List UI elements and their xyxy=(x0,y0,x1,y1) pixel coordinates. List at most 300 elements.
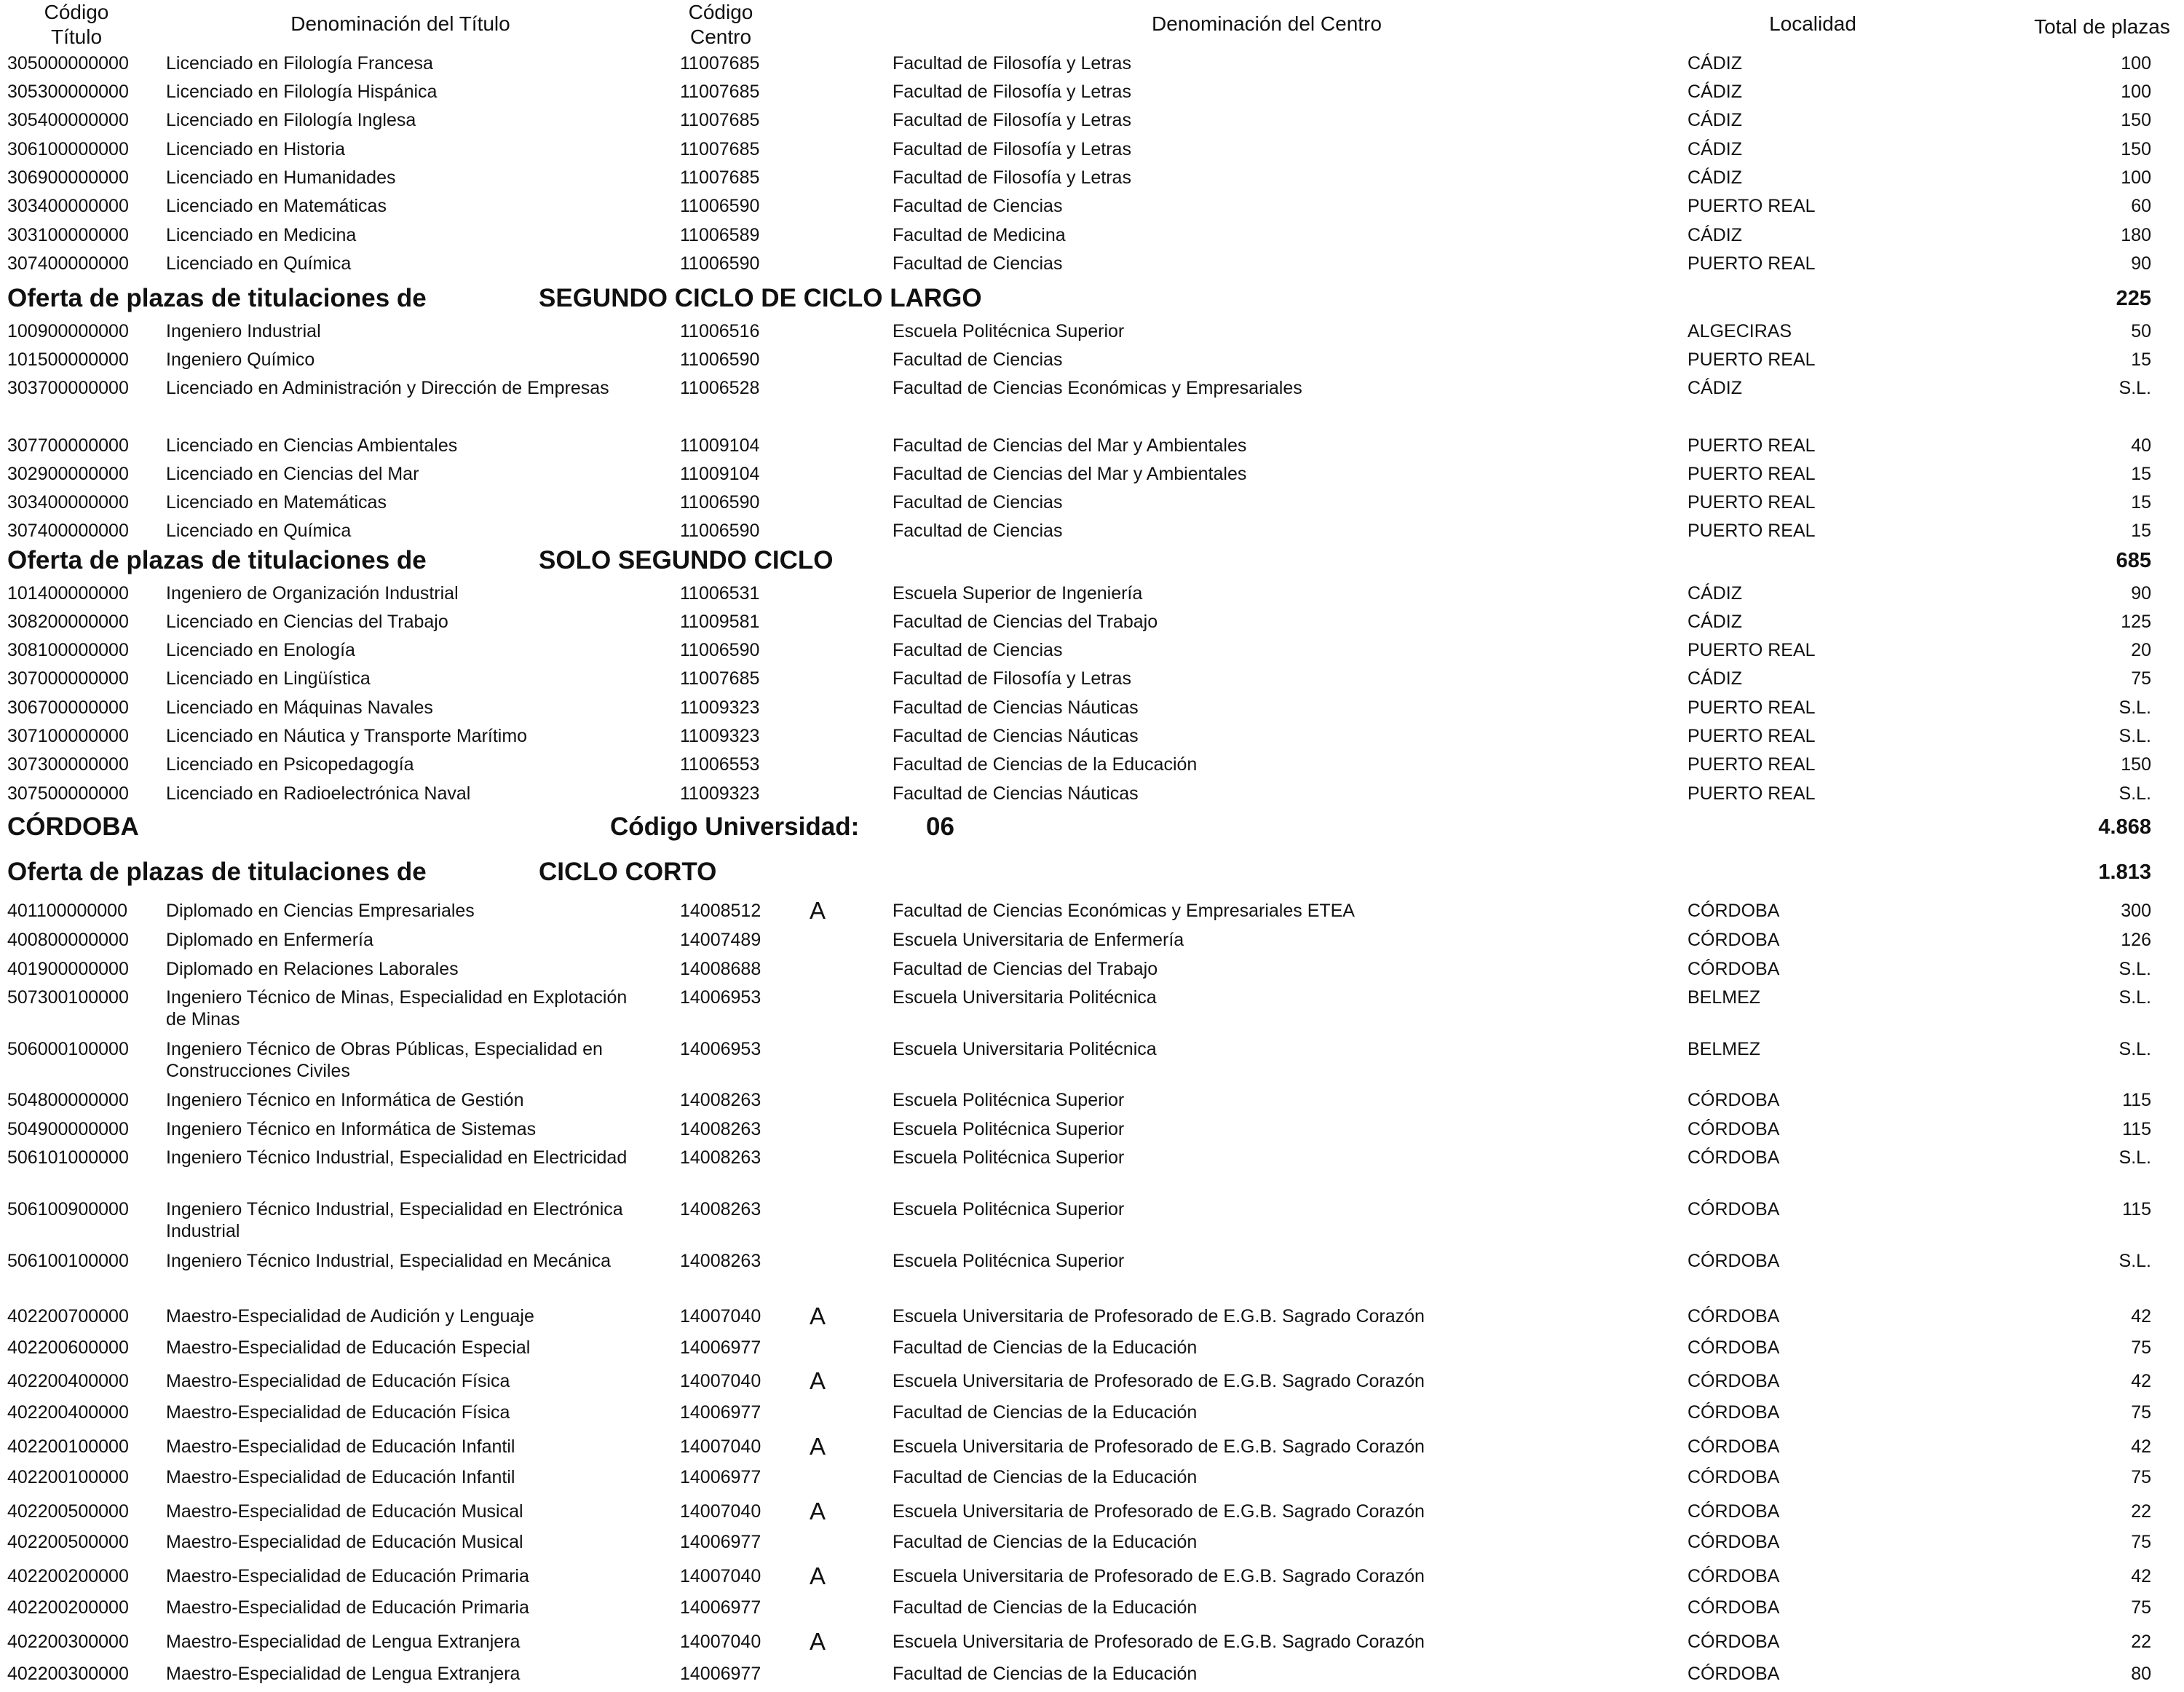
cell-denominacion-titulo: Diplomado en Ciencias Empresariales xyxy=(166,901,475,921)
cell-denominacion-centro: Facultad de Ciencias de la Educación xyxy=(893,1402,1198,1423)
cell-codigo-titulo: 306700000000 xyxy=(7,697,129,718)
cell-denominacion-centro: Facultad de Ciencias del Mar y Ambientales xyxy=(893,435,1247,456)
section-prefix: Oferta de plazas de titulaciones de xyxy=(7,284,427,312)
cell-denominacion-titulo: Licenciado en Historia xyxy=(166,139,345,159)
table-row xyxy=(0,349,2184,378)
cell-total-plazas: 80 xyxy=(2131,1664,2151,1684)
cell-denominacion-titulo: Licenciado en Ciencias Ambientales xyxy=(166,435,458,456)
cell-codigo-centro: 11007685 xyxy=(680,53,760,74)
table-row xyxy=(0,109,2184,138)
cell-denominacion-centro: Facultad de Ciencias Náuticas xyxy=(893,783,1139,804)
section-header-ciclo-corto xyxy=(0,856,2184,890)
university-name: CÓRDOBA xyxy=(7,813,139,841)
cell-denominacion-centro: Facultad de Ciencias xyxy=(893,521,1063,541)
cell-codigo-titulo: 402200300000 xyxy=(7,1632,129,1652)
cell-codigo-titulo: 402200400000 xyxy=(7,1371,129,1391)
cell-codigo-titulo: 308100000000 xyxy=(7,640,129,660)
cell-denominacion-centro: Facultad de Ciencias de la Educación xyxy=(893,1467,1198,1487)
cell-codigo-centro: 14008263 xyxy=(680,1251,761,1271)
cell-denominacion-centro: Escuela Politécnica Superior xyxy=(893,1119,1125,1139)
cell-denominacion-titulo: Ingeniero Técnico de Minas, Especialidad en Explotación de Minas xyxy=(166,987,628,1029)
cell-codigo-centro: 11007685 xyxy=(680,668,760,689)
cell-codigo-centro: 14007040 xyxy=(680,1632,761,1652)
cell-denominacion-titulo: Licenciado en Ciencias del Mar xyxy=(166,464,419,484)
cell-localidad: PUERTO REAL xyxy=(1688,754,1816,775)
cell-codigo-centro: 11006589 xyxy=(680,225,760,245)
cell-localidad: CÓRDOBA xyxy=(1688,1199,1780,1219)
cell-localidad: CÓRDOBA xyxy=(1688,1501,1780,1522)
cell-localidad: PUERTO REAL xyxy=(1688,697,1816,718)
table-row xyxy=(0,377,2184,430)
cell-codigo-titulo: 402200400000 xyxy=(7,1402,129,1423)
table-row xyxy=(0,1038,2184,1091)
cell-total-plazas: 15 xyxy=(2131,492,2151,513)
table-row xyxy=(0,668,2184,697)
cell-total-plazas: 42 xyxy=(2131,1306,2151,1327)
cell-denominacion-titulo: Diplomado en Relaciones Laborales xyxy=(166,959,459,979)
table-row xyxy=(0,1402,2184,1431)
cell-denominacion-centro: Facultad de Filosofía y Letras xyxy=(893,53,1131,74)
cell-denominacion-titulo: Ingeniero Técnico Industrial, Especialidad en Mecánica xyxy=(166,1251,612,1271)
cell-denominacion-centro: Escuela Universitaria de Profesorado de E.G.B. Sagrado Corazón xyxy=(893,1566,1425,1586)
cell-localidad: CÁDIZ xyxy=(1688,668,1742,689)
cell-codigo-centro: 14006953 xyxy=(680,987,761,1008)
table-row xyxy=(0,582,2184,612)
table-row xyxy=(0,987,2184,1039)
cell-denominacion-titulo: Licenciado en Matemáticas xyxy=(166,492,387,513)
cell-total-plazas: 42 xyxy=(2131,1371,2151,1391)
table-row xyxy=(0,1147,2184,1199)
cell-denominacion-titulo: Licenciado en Radioelectrónica Naval xyxy=(166,783,471,804)
cell-codigo-titulo: 303100000000 xyxy=(7,225,129,245)
cell-marca: A xyxy=(810,1302,826,1329)
cell-localidad: CÁDIZ xyxy=(1688,225,1742,245)
cell-codigo-centro: 11007685 xyxy=(680,139,760,159)
cell-codigo-centro: 11006590 xyxy=(680,640,760,660)
cell-localidad: PUERTO REAL xyxy=(1688,492,1816,513)
cell-codigo-titulo: 401900000000 xyxy=(7,959,129,979)
cell-localidad: PUERTO REAL xyxy=(1688,640,1816,660)
cell-codigo-titulo: 506000100000 xyxy=(7,1039,129,1059)
cell-localidad: CÓRDOBA xyxy=(1688,1467,1780,1487)
cell-denominacion-titulo: Ingeniero de Organización Industrial xyxy=(166,583,459,604)
cell-denominacion-centro: Facultad de Ciencias del Trabajo xyxy=(893,959,1158,979)
cell-codigo-centro: 14006953 xyxy=(680,1039,761,1059)
cell-denominacion-titulo: Maestro-Especialidad de Educación Primaria xyxy=(166,1566,529,1586)
cell-codigo-centro: 11009323 xyxy=(680,697,760,718)
cell-codigo-titulo: 307100000000 xyxy=(7,726,129,746)
cell-denominacion-centro: Facultad de Ciencias de la Educación xyxy=(893,1337,1198,1358)
cell-codigo-centro: 14006977 xyxy=(680,1532,761,1552)
cell-codigo-titulo: 101500000000 xyxy=(7,349,129,370)
table-row xyxy=(0,253,2184,282)
table-row xyxy=(0,1597,2184,1626)
cell-total-plazas: 75 xyxy=(2131,1402,2151,1423)
cell-codigo-titulo: 100900000000 xyxy=(7,321,129,341)
section-name: SOLO SEGUNDO CICLO xyxy=(539,546,834,574)
cell-denominacion-titulo: Licenciado en Humanidades xyxy=(166,167,396,188)
table-row xyxy=(0,754,2184,783)
table-row xyxy=(0,1250,2184,1302)
cell-denominacion-titulo: Licenciado en Ciencias del Trabajo xyxy=(166,612,448,632)
cell-denominacion-centro: Escuela Politécnica Superior xyxy=(893,1090,1125,1110)
table-row xyxy=(0,725,2184,754)
cell-codigo-centro: 14008688 xyxy=(680,959,761,979)
table-row xyxy=(0,1118,2184,1147)
cell-total-plazas: 150 xyxy=(2121,110,2151,130)
cell-codigo-centro: 14007040 xyxy=(680,1371,761,1391)
table-row xyxy=(0,783,2184,812)
cell-denominacion-centro: Facultad de Filosofía y Letras xyxy=(893,668,1131,689)
cell-codigo-titulo: 306900000000 xyxy=(7,167,129,188)
cell-total-plazas: 300 xyxy=(2121,901,2151,921)
cell-localidad: PUERTO REAL xyxy=(1688,435,1816,456)
cell-codigo-titulo: 303700000000 xyxy=(7,378,129,398)
cell-denominacion-titulo: Maestro-Especialidad de Educación Física xyxy=(166,1402,510,1423)
table-row xyxy=(0,697,2184,726)
table-row xyxy=(0,1562,2184,1594)
cell-marca: A xyxy=(810,1562,826,1589)
cell-denominacion-centro: Escuela Universitaria de Profesorado de E.G.B. Sagrado Corazón xyxy=(893,1501,1425,1522)
cell-codigo-centro: 11006590 xyxy=(680,253,760,274)
cell-localidad: CÓRDOBA xyxy=(1688,1402,1780,1423)
cell-total-plazas: 22 xyxy=(2131,1632,2151,1652)
cell-total-plazas: 42 xyxy=(2131,1436,2151,1457)
cell-localidad: CÓRDOBA xyxy=(1688,1119,1780,1139)
cell-codigo-centro: 11009323 xyxy=(680,726,760,746)
cell-total-plazas: S.L. xyxy=(2118,1147,2151,1168)
cell-codigo-centro: 11006590 xyxy=(680,492,760,513)
cell-total-plazas: S.L. xyxy=(2118,378,2151,398)
cell-denominacion-centro: Escuela Politécnica Superior xyxy=(893,1251,1125,1271)
cell-codigo-titulo: 307500000000 xyxy=(7,783,129,804)
cell-total-plazas: 60 xyxy=(2131,196,2151,216)
cell-total-plazas: 100 xyxy=(2121,82,2151,102)
cell-total-plazas: 100 xyxy=(2121,53,2151,74)
table-row xyxy=(0,1089,2184,1118)
cell-localidad: CÓRDOBA xyxy=(1688,930,1780,950)
cell-total-plazas: S.L. xyxy=(2118,697,2151,718)
cell-codigo-titulo: 308200000000 xyxy=(7,612,129,632)
cell-denominacion-centro: Escuela Universitaria de Profesorado de E.G.B. Sagrado Corazón xyxy=(893,1306,1425,1327)
cell-total-plazas: 115 xyxy=(2122,1119,2151,1139)
cell-denominacion-centro: Facultad de Filosofía y Letras xyxy=(893,167,1131,188)
section-header-segundo-ciclo-largo xyxy=(0,282,2184,316)
header-total-plazas: Total de plazas xyxy=(2034,15,2170,38)
cell-localidad: PUERTO REAL xyxy=(1688,783,1816,804)
cell-total-plazas: 75 xyxy=(2131,1532,2151,1552)
cell-denominacion-titulo: Licenciado en Matemáticas xyxy=(166,196,387,216)
cell-total-plazas: 15 xyxy=(2131,349,2151,370)
cell-denominacion-centro: Facultad de Ciencias de la Educación xyxy=(893,1664,1198,1684)
cell-denominacion-centro: Escuela Universitaria de Profesorado de E.G.B. Sagrado Corazón xyxy=(893,1436,1425,1457)
cell-localidad: CÓRDOBA xyxy=(1688,1532,1780,1552)
cell-total-plazas: S.L. xyxy=(2118,726,2151,746)
cell-codigo-titulo: 307400000000 xyxy=(7,521,129,541)
cell-localidad: PUERTO REAL xyxy=(1688,253,1816,274)
cell-codigo-centro: 11006531 xyxy=(680,583,760,604)
cell-total-plazas: 150 xyxy=(2121,139,2151,159)
cell-codigo-centro: 14007040 xyxy=(680,1501,761,1522)
cell-codigo-centro: 14008263 xyxy=(680,1147,761,1168)
university-code-label: Código Universidad: xyxy=(610,813,860,841)
cell-codigo-centro: 11009104 xyxy=(680,435,760,456)
cell-codigo-titulo: 307400000000 xyxy=(7,253,129,274)
cell-denominacion-centro: Escuela Universitaria Politécnica xyxy=(893,987,1157,1008)
table-row xyxy=(0,138,2184,167)
cell-localidad: CÓRDOBA xyxy=(1688,1371,1780,1391)
cell-codigo-titulo: 307700000000 xyxy=(7,435,129,456)
cell-codigo-centro: 14008263 xyxy=(680,1090,761,1110)
cell-codigo-titulo: 506100100000 xyxy=(7,1251,129,1271)
cell-localidad: CÓRDOBA xyxy=(1688,1337,1780,1358)
cell-denominacion-titulo: Licenciado en Filología Inglesa xyxy=(166,110,416,130)
cell-localidad: CÁDIZ xyxy=(1688,583,1742,604)
cell-denominacion-titulo: Maestro-Especialidad de Educación Musical xyxy=(166,1532,523,1552)
cell-localidad: CÓRDOBA xyxy=(1688,1147,1780,1168)
table-row xyxy=(0,491,2184,521)
cell-denominacion-titulo: Diplomado en Enfermería xyxy=(166,930,373,950)
table-row xyxy=(0,1337,2184,1366)
section-prefix: Oferta de plazas de titulaciones de xyxy=(7,858,427,886)
cell-denominacion-titulo: Maestro-Especialidad de Audición y Lenguaje xyxy=(166,1306,534,1327)
cell-denominacion-centro: Facultad de Ciencias Económicas y Empresariales ETEA xyxy=(893,901,1355,921)
cell-total-plazas: 75 xyxy=(2131,1337,2151,1358)
cell-denominacion-titulo: Maestro-Especialidad de Educación Infantil xyxy=(166,1436,515,1457)
cell-localidad: CÓRDOBA xyxy=(1688,1566,1780,1586)
table-row xyxy=(0,463,2184,492)
cell-total-plazas: 115 xyxy=(2122,1199,2151,1219)
cell-codigo-centro: 11006590 xyxy=(680,521,760,541)
table-row xyxy=(0,1498,2184,1530)
cell-codigo-centro: 14006977 xyxy=(680,1337,761,1358)
cell-codigo-titulo: 305000000000 xyxy=(7,53,129,74)
cell-denominacion-titulo: Licenciado en Filología Francesa xyxy=(166,53,433,74)
cell-localidad: BELMEZ xyxy=(1688,987,1761,1008)
table-row xyxy=(0,435,2184,464)
cell-denominacion-centro: Escuela Universitaria de Profesorado de E.G.B. Sagrado Corazón xyxy=(893,1632,1425,1652)
cell-denominacion-titulo: Licenciado en Máquinas Navales xyxy=(166,697,433,718)
cell-codigo-centro: 14008263 xyxy=(680,1199,761,1219)
cell-denominacion-centro: Escuela Politécnica Superior xyxy=(893,1199,1125,1219)
cell-total-plazas: 180 xyxy=(2121,225,2151,245)
cell-denominacion-centro: Facultad de Filosofía y Letras xyxy=(893,139,1131,159)
cell-denominacion-titulo: Ingeniero Industrial xyxy=(166,321,321,341)
cell-codigo-titulo: 402200200000 xyxy=(7,1597,129,1618)
cell-total-plazas: 75 xyxy=(2131,1597,2151,1618)
cell-denominacion-titulo: Licenciado en Filología Hispánica xyxy=(166,82,438,102)
cell-codigo-titulo: 307300000000 xyxy=(7,754,129,775)
cell-denominacion-centro: Facultad de Ciencias Náuticas xyxy=(893,697,1139,718)
cell-denominacion-centro: Facultad de Ciencias de la Educación xyxy=(893,754,1198,775)
cell-denominacion-titulo: Licenciado en Química xyxy=(166,253,352,274)
cell-marca: A xyxy=(810,1433,826,1460)
cell-localidad: PUERTO REAL xyxy=(1688,521,1816,541)
cell-localidad: CÓRDOBA xyxy=(1688,959,1780,979)
table-row xyxy=(0,52,2184,82)
cell-total-plazas: 150 xyxy=(2121,754,2151,775)
cell-codigo-titulo: 401100000000 xyxy=(7,901,127,921)
cell-denominacion-titulo: Maestro-Especialidad de Educación Primaria xyxy=(166,1597,529,1618)
cell-denominacion-centro: Facultad de Ciencias Náuticas xyxy=(893,726,1139,746)
cell-denominacion-centro: Facultad de Ciencias del Mar y Ambientales xyxy=(893,464,1247,484)
cell-total-plazas: 42 xyxy=(2131,1566,2151,1586)
cell-denominacion-centro: Escuela Politécnica Superior xyxy=(893,321,1125,341)
table-row xyxy=(0,611,2184,640)
cell-total-plazas: 20 xyxy=(2131,640,2151,660)
cell-denominacion-titulo: Licenciado en Administración y Dirección de Empresas xyxy=(166,378,609,398)
cell-denominacion-titulo: Ingeniero Técnico en Informática de Sistemas xyxy=(166,1119,537,1139)
cell-denominacion-titulo: Maestro-Especialidad de Lengua Extranjera xyxy=(166,1632,521,1652)
cell-codigo-titulo: 400800000000 xyxy=(7,930,129,950)
cell-localidad: CÁDIZ xyxy=(1688,110,1742,130)
cell-denominacion-centro: Escuela Universitaria de Profesorado de E.G.B. Sagrado Corazón xyxy=(893,1371,1425,1391)
cell-localidad: CÓRDOBA xyxy=(1688,1664,1780,1684)
cell-localidad: CÓRDOBA xyxy=(1688,1306,1780,1327)
cell-codigo-centro: 11006516 xyxy=(680,321,760,341)
cell-denominacion-centro: Facultad de Ciencias xyxy=(893,196,1063,216)
cell-codigo-titulo: 504800000000 xyxy=(7,1090,129,1110)
cell-total-plazas: 100 xyxy=(2121,167,2151,188)
cell-total-plazas: 40 xyxy=(2131,435,2151,456)
section-total: 685 xyxy=(2116,549,2151,572)
university-code-value: 06 xyxy=(926,813,954,841)
cell-denominacion-titulo: Ingeniero Químico xyxy=(166,349,315,370)
cell-localidad: CÓRDOBA xyxy=(1688,1251,1780,1271)
cell-codigo-titulo: 402200300000 xyxy=(7,1664,129,1684)
cell-codigo-centro: 11007685 xyxy=(680,167,760,188)
cell-denominacion-titulo: Maestro-Especialidad de Educación Física xyxy=(166,1371,510,1391)
table-row xyxy=(0,1663,2184,1692)
cell-denominacion-titulo: Licenciado en Medicina xyxy=(166,225,357,245)
cell-denominacion-titulo: Licenciado en Psicopedagogía xyxy=(166,754,414,775)
cell-codigo-titulo: 307000000000 xyxy=(7,668,129,689)
cell-denominacion-titulo: Licenciado en Náutica y Transporte Marítimo xyxy=(166,726,528,746)
cell-denominacion-centro: Escuela Universitaria Politécnica xyxy=(893,1039,1157,1059)
cell-denominacion-titulo: Licenciado en Enología xyxy=(166,640,355,660)
cell-codigo-titulo: 303400000000 xyxy=(7,492,129,513)
cell-denominacion-centro: Facultad de Ciencias de la Educación xyxy=(893,1597,1198,1618)
cell-total-plazas: S.L. xyxy=(2118,1039,2151,1059)
cell-denominacion-centro: Facultad de Filosofía y Letras xyxy=(893,82,1131,102)
cell-denominacion-titulo: Licenciado en Lingüística xyxy=(166,668,371,689)
cell-total-plazas: 50 xyxy=(2131,321,2151,341)
cell-codigo-centro: 14006977 xyxy=(680,1597,761,1618)
cell-localidad: PUERTO REAL xyxy=(1688,196,1816,216)
cell-codigo-centro: 14006977 xyxy=(680,1402,761,1423)
cell-codigo-titulo: 302900000000 xyxy=(7,464,129,484)
cell-denominacion-titulo: Maestro-Especialidad de Educación Musical xyxy=(166,1501,523,1522)
cell-total-plazas: 126 xyxy=(2121,930,2151,950)
cell-total-plazas: 15 xyxy=(2131,464,2151,484)
university-header-cordoba xyxy=(0,811,2184,846)
cell-total-plazas: S.L. xyxy=(2118,959,2151,979)
section-total: 1.813 xyxy=(2098,861,2151,884)
cell-total-plazas: 75 xyxy=(2131,1467,2151,1487)
university-total: 4.868 xyxy=(2098,815,2151,839)
table-row xyxy=(0,195,2184,224)
table-row xyxy=(0,1367,2184,1399)
cell-codigo-centro: 11009104 xyxy=(680,464,760,484)
cell-denominacion-titulo: Licenciado en Química xyxy=(166,521,352,541)
table-row xyxy=(0,639,2184,668)
cell-denominacion-centro: Facultad de Ciencias xyxy=(893,492,1063,513)
cell-localidad: CÓRDOBA xyxy=(1688,901,1780,921)
cell-codigo-titulo: 402200200000 xyxy=(7,1566,129,1586)
cell-codigo-centro: 14006977 xyxy=(680,1664,761,1684)
cell-total-plazas: 90 xyxy=(2131,583,2151,604)
cell-codigo-titulo: 402200600000 xyxy=(7,1337,129,1358)
cell-codigo-titulo: 402200100000 xyxy=(7,1467,129,1487)
cell-localidad: ALGECIRAS xyxy=(1688,321,1792,341)
section-name: SEGUNDO CICLO DE CICLO LARGO xyxy=(539,284,982,312)
cell-total-plazas: 22 xyxy=(2131,1501,2151,1522)
cell-codigo-titulo: 507300100000 xyxy=(7,987,129,1008)
section-name: CICLO CORTO xyxy=(539,858,717,886)
cell-codigo-titulo: 305300000000 xyxy=(7,82,129,102)
cell-denominacion-centro: Facultad de Ciencias xyxy=(893,640,1063,660)
section-prefix: Oferta de plazas de titulaciones de xyxy=(7,546,427,574)
cell-localidad: CÁDIZ xyxy=(1688,378,1742,398)
table-row xyxy=(0,320,2184,349)
cell-localidad: CÓRDOBA xyxy=(1688,1632,1780,1652)
table-row xyxy=(0,1531,2184,1560)
table-row xyxy=(0,167,2184,196)
cell-denominacion-titulo: Ingeniero Técnico Industrial, Especialidad en Electrónica Industrial xyxy=(166,1199,623,1241)
cell-codigo-centro: 14008263 xyxy=(680,1119,761,1139)
table-row xyxy=(0,1466,2184,1495)
cell-codigo-centro: 11006528 xyxy=(680,378,760,398)
cell-localidad: CÁDIZ xyxy=(1688,167,1742,188)
cell-localidad: PUERTO REAL xyxy=(1688,464,1816,484)
cell-localidad: PUERTO REAL xyxy=(1688,349,1816,370)
cell-total-plazas: S.L. xyxy=(2118,1251,2151,1271)
cell-codigo-titulo: 402200100000 xyxy=(7,1436,129,1457)
section-total: 225 xyxy=(2116,287,2151,310)
cell-codigo-centro: 14007040 xyxy=(680,1566,761,1586)
cell-localidad: CÓRDOBA xyxy=(1688,1436,1780,1457)
cell-denominacion-centro: Facultad de Ciencias xyxy=(893,349,1063,370)
section-header-solo-segundo-ciclo xyxy=(0,545,2184,578)
cell-denominacion-centro: Facultad de Ciencias de la Educación xyxy=(893,1532,1198,1552)
cell-codigo-titulo: 402200500000 xyxy=(7,1501,129,1522)
cell-denominacion-centro: Escuela Politécnica Superior xyxy=(893,1147,1125,1168)
cell-localidad: CÁDIZ xyxy=(1688,612,1742,632)
cell-codigo-titulo: 504900000000 xyxy=(7,1119,129,1139)
cell-codigo-centro: 14008512 xyxy=(680,901,761,921)
cell-codigo-titulo: 101400000000 xyxy=(7,583,129,604)
cell-codigo-centro: 11009581 xyxy=(680,612,760,632)
header-denominacion-titulo: Denominación del Título xyxy=(290,12,510,35)
cell-total-plazas: 115 xyxy=(2122,1090,2151,1110)
cell-denominacion-centro: Facultad de Ciencias del Trabajo xyxy=(893,612,1158,632)
cell-localidad: CÓRDOBA xyxy=(1688,1597,1780,1618)
cell-denominacion-centro: Facultad de Filosofía y Letras xyxy=(893,110,1131,130)
table-row xyxy=(0,897,2184,929)
cell-codigo-titulo: 402200700000 xyxy=(7,1306,129,1327)
cell-marca: A xyxy=(810,897,826,924)
cell-codigo-titulo: 306100000000 xyxy=(7,139,129,159)
cell-denominacion-centro: Escuela Superior de Ingeniería xyxy=(893,583,1143,604)
cell-localidad: CÁDIZ xyxy=(1688,139,1742,159)
table-row xyxy=(0,224,2184,253)
cell-total-plazas: 15 xyxy=(2131,521,2151,541)
cell-total-plazas: 90 xyxy=(2131,253,2151,274)
cell-codigo-titulo: 506101000000 xyxy=(7,1147,129,1168)
cell-denominacion-titulo: Ingeniero Técnico de Obras Públicas, Especialidad en Construcciones Civiles xyxy=(166,1039,603,1081)
table-row xyxy=(0,81,2184,110)
cell-codigo-titulo: 303400000000 xyxy=(7,196,129,216)
